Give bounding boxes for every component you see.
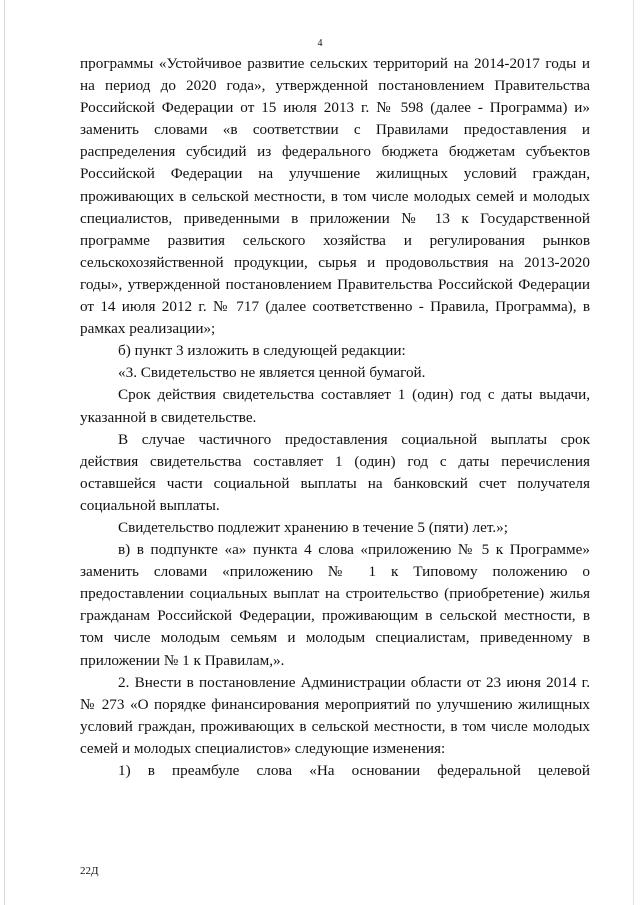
document-body bbox=[80, 53, 590, 782]
page-number: 4 bbox=[317, 38, 323, 49]
paragraph-validity-term: Срок действия свидетельства составляет 1 (один) год с даты выдачи, указанной в свидетельстве. bbox=[80, 386, 590, 426]
paragraph-clause-3: «3. Свидетельство не является ценной бумагой. bbox=[118, 364, 426, 382]
paragraph-subpoint-1: 1) в преамбуле слова «На основании федеральной целевой bbox=[118, 762, 590, 779]
footer-document-code: 22Д bbox=[80, 865, 99, 877]
scan-edge-right bbox=[633, 0, 634, 905]
paragraph-program-text: программы «Устойчивое развитие сельских территорий на 2014-2017 годы и на период до 2020 года», утвержденной постановлением Правительства Российской Федерации от 15 июля 2013 г. № 598 (далее - Программа) и» заменить словами «в соответствии с Правилами предоставления и распределения субсидий из федерального бюджета бюджетам субъектов Российской Федерации на улучшение жилищных условий граждан, проживающих в сельской местности, в том числе молодых семей и молодых специалистов, приведенными в приложении № 13 к Государственной программе развития сельского хозяйства и регулирования рынков сельскохозяйственной продукции, сырья и продовольствия на 2013-2020 годы», утвержденной постановлением Правительства Российской Федерации от 14 июля 2012 г. № 717 (далее соответственно - Правила, Программа), в рамках реализации»; bbox=[80, 55, 590, 338]
scan-edge-left bbox=[4, 0, 5, 905]
paragraph-partial-payment: В случае частичного предоставления социальной выплаты срок действия свидетельства составляет 1 (один) год с даты перечисления оставшейся части социальной выплаты на банковский счет получателя социальной выплаты. bbox=[80, 430, 590, 514]
paragraph-storage-term: Свидетельство подлежит хранению в течение 5 (пяти) лет.»; bbox=[118, 518, 508, 536]
paragraph-item-b: б) пункт 3 изложить в следующей редакции: bbox=[118, 342, 406, 360]
paragraph-point-2: 2. Внести в постановление Администрации области от 23 июня 2014 г. № 273 «О порядке финансирования мероприятий по улучшению жилищных условий граждан, проживающих в сельской местности, в том числе молодых семей и молодых специалистов» следующие изменения: bbox=[80, 673, 590, 757]
paragraph-item-v: в) в подпункте «а» пункта 4 слова «приложению № 5 к Программе» заменить словами «приложению № 1 к Типовому положению о предоставлении социальных выплат на строительство (приобретение) жилья гражданам Российской Федерации, проживающим в сельской местности, в том числе молодым семьям и молодым специалистам, приведенному в приложении № 1 к Правилам,». bbox=[80, 541, 590, 669]
